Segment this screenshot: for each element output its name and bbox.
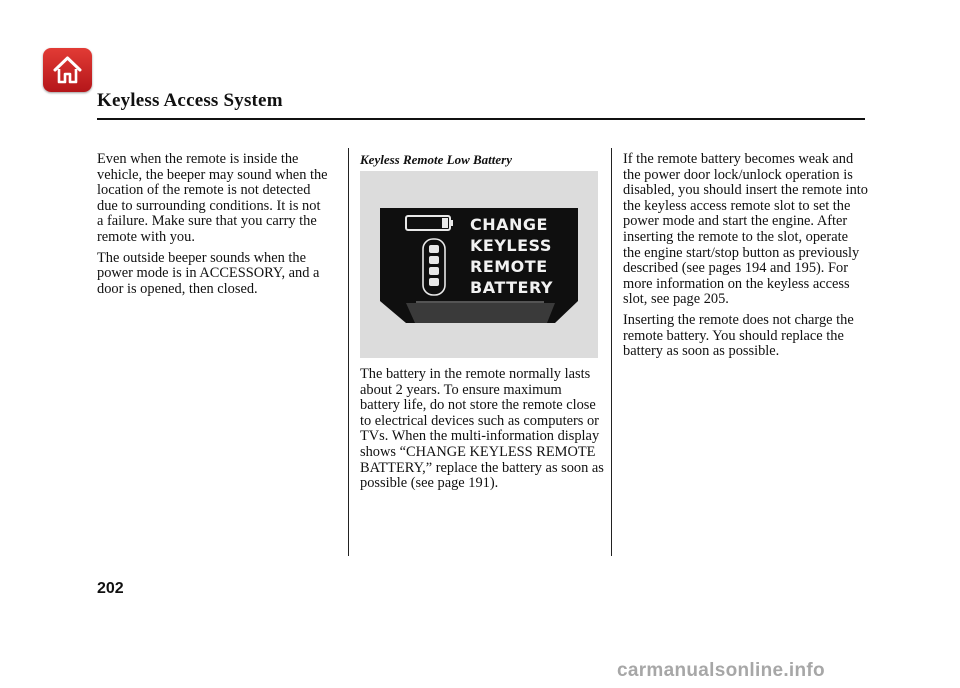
- column-3: [623, 152, 868, 365]
- figure-caption: Keyless Remote Low Battery: [360, 152, 513, 167]
- paragraph: Even when the remote is inside the vehicle, the beeper may sound when the location of the remote is not detected due to surrounding conditions. It is not a failure. Make sure that you carry the remote with you.: [97, 151, 328, 245]
- column-divider: [348, 148, 349, 556]
- display-line: CHANGE: [470, 215, 548, 234]
- display-figure: [360, 171, 598, 358]
- home-icon: [52, 55, 83, 85]
- page-number: 202: [97, 580, 124, 597]
- title-rule: [97, 118, 865, 120]
- paragraph: Inserting the remote does not charge the remote battery. You should replace the battery as soon as possible.: [623, 311, 854, 360]
- column-1: [97, 152, 329, 302]
- paragraph: If the remote battery becomes weak and the power door lock/unlock operation is disabled, you should insert the remote into the keyless access remote slot to set the power mode and start the engine. After inserting the remote to the slot, operate the engine start/stop button as previously described (see pages 194 and 195). For more information on the keyless access slot, see page 205.: [623, 151, 868, 308]
- paragraph: The battery in the remote normally lasts about 2 years. To ensure maximum battery life, do not store the remote close to electrical devices such as computers or TVs. When the multi-information display shows “CHANGE KEYLESS REMOTE BATTERY,” replace the battery as soon as possible (see page 191).: [360, 366, 604, 492]
- home-button[interactable]: [43, 48, 92, 92]
- section-title: Keyless Access System: [97, 90, 283, 111]
- display-line: REMOTE: [470, 257, 548, 276]
- paragraph: The outside beeper sounds when the power mode is in ACCESSORY, and a door is opened, then closed.: [97, 249, 320, 297]
- display-line: KEYLESS: [470, 236, 552, 255]
- column-2: [360, 367, 604, 492]
- display-line: BATTERY: [470, 278, 553, 297]
- watermark: carmanualsonline.info: [617, 660, 825, 681]
- column-divider: [611, 148, 612, 556]
